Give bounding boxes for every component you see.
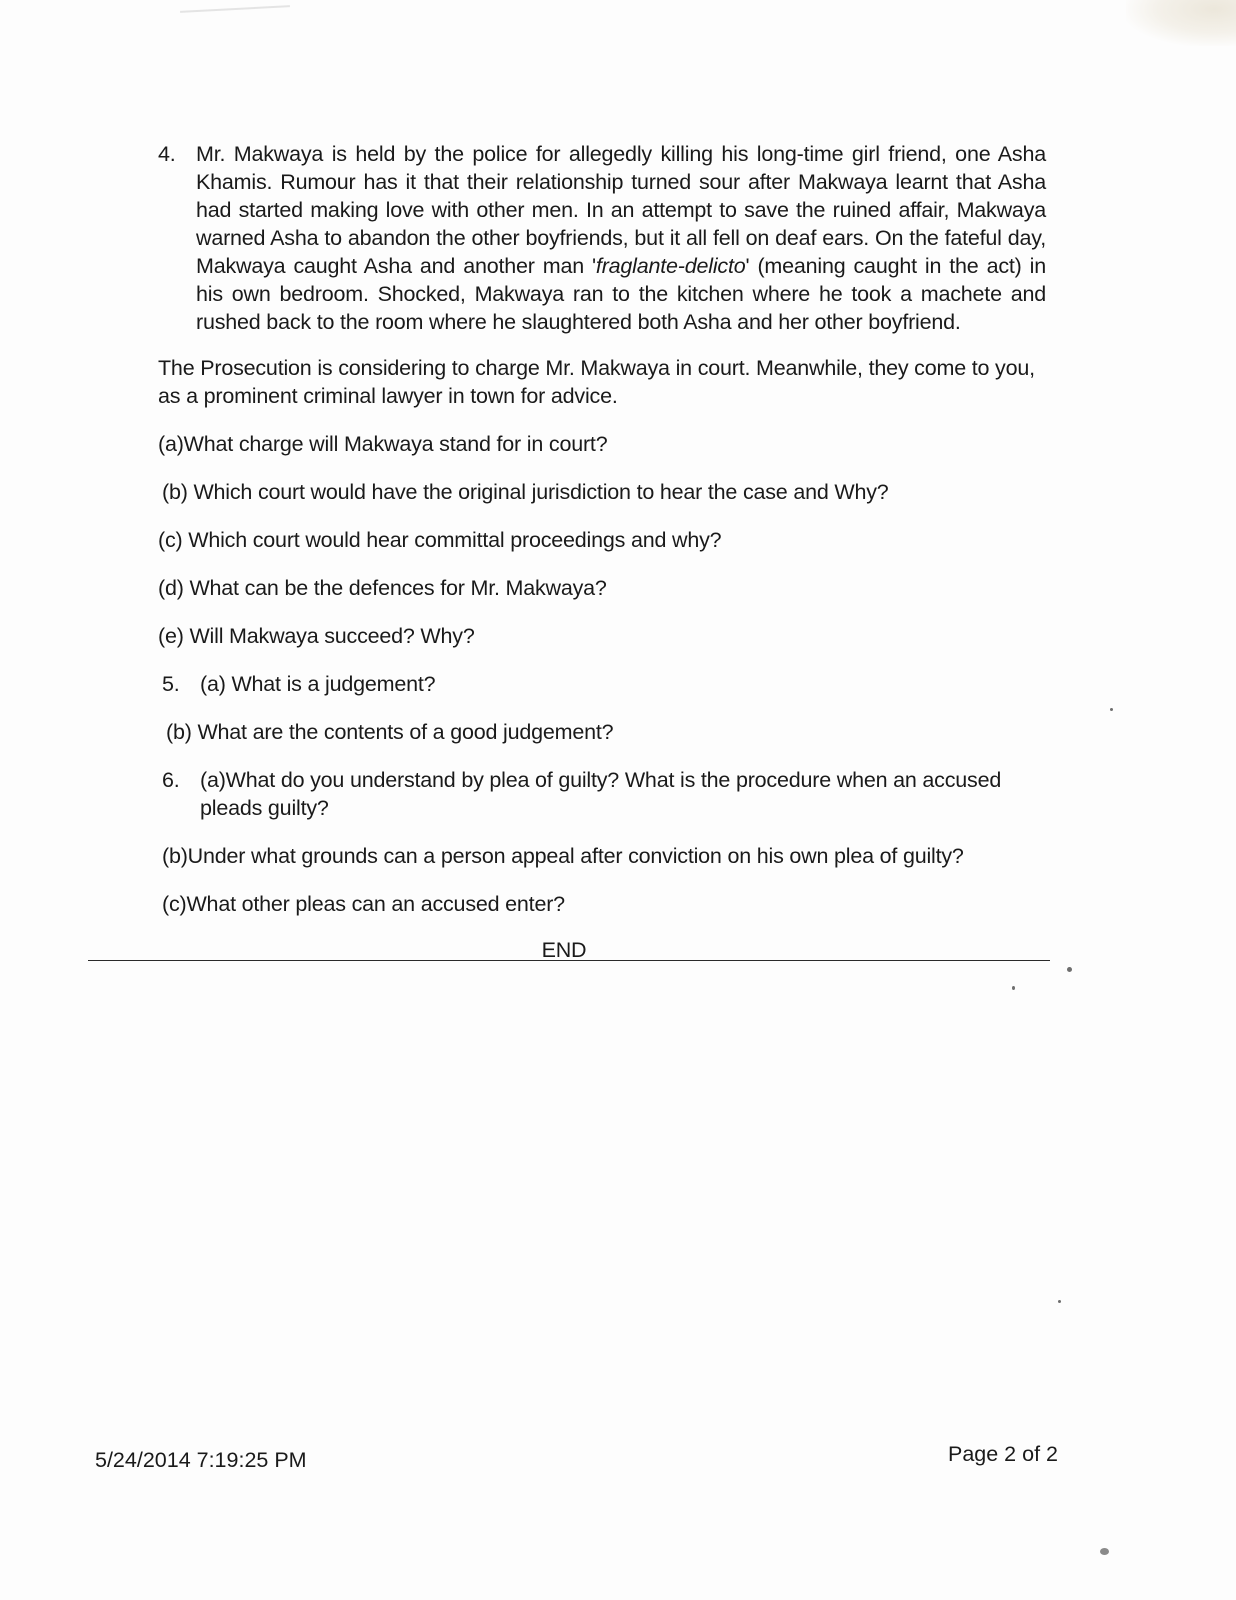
end-divider	[88, 960, 1050, 961]
question-6a	[158, 766, 1058, 822]
question-4c: (c) Which court would hear committal proceedings and why?	[158, 528, 722, 552]
question-5b: (b) What are the contents of a good judgement?	[166, 720, 614, 744]
scan-speck	[1100, 1548, 1109, 1555]
question-4	[158, 140, 1058, 336]
question-6c: (c)What other pleas can an accused enter?	[162, 892, 565, 916]
question-number: 5.	[162, 672, 180, 696]
prosecution-paragraph: The Prosecution is considering to charge Mr. Makwaya in court. Meanwhile, they come to you, as a prominent criminal lawyer in town for advice.	[158, 356, 1035, 408]
question-number: 4.	[158, 142, 176, 166]
page-number: Page 2 of 2	[948, 1442, 1058, 1466]
question-6a-text: (a)What do you understand by plea of guilty? What is the procedure when an accused pleads guilty?	[200, 768, 1002, 820]
scan-speck	[1067, 967, 1072, 972]
question-number: 6.	[162, 768, 180, 792]
question-4a: (a)What charge will Makwaya stand for in court?	[158, 432, 608, 456]
question-6b: (b)Under what grounds can a person appeal after conviction on his own plea of guilty?	[162, 844, 964, 868]
question-4b: (b) Which court would have the original jurisdiction to hear the case and Why?	[162, 480, 889, 504]
question-4d: (d) What can be the defences for Mr. Makwaya?	[158, 576, 607, 600]
print-timestamp: 5/24/2014 7:19:25 PM	[95, 1448, 307, 1472]
scan-speck	[1110, 708, 1113, 711]
end-marker: END	[541, 938, 587, 962]
question-4e: (e) Will Makwaya succeed? Why?	[158, 624, 475, 648]
scan-speck	[1012, 986, 1015, 990]
scan-speck	[1058, 1300, 1061, 1303]
scan-artifact	[180, 5, 290, 13]
question-5a-text: (a) What is a judgement?	[200, 672, 436, 696]
question-content	[158, 140, 1058, 964]
question-5a	[158, 670, 1058, 698]
latin-term: fraglante-delicto	[595, 254, 746, 278]
question-4-text: Mr. Makwaya is held by the police for allegedly killing his long-time girl friend, one Asha Khamis. Rumour has it that their relationship turned sour after Makwaya learnt that Asha had started making love with other men. In an attempt to save the ruined affair, Makwaya warned Asha to abandon the other boyfriends, but it all fell on deaf ears. On the fateful day, Makwaya caught Asha and another man 'fraglante-delicto' (meaning caught in the act) in his own bedroom. Shocked, Makwaya ran to the kitchen where he took a machete and rushed back to the room where he slaughtered both Asha and her other boyfriend.	[196, 142, 1046, 334]
scan-smudge	[1126, 0, 1236, 46]
